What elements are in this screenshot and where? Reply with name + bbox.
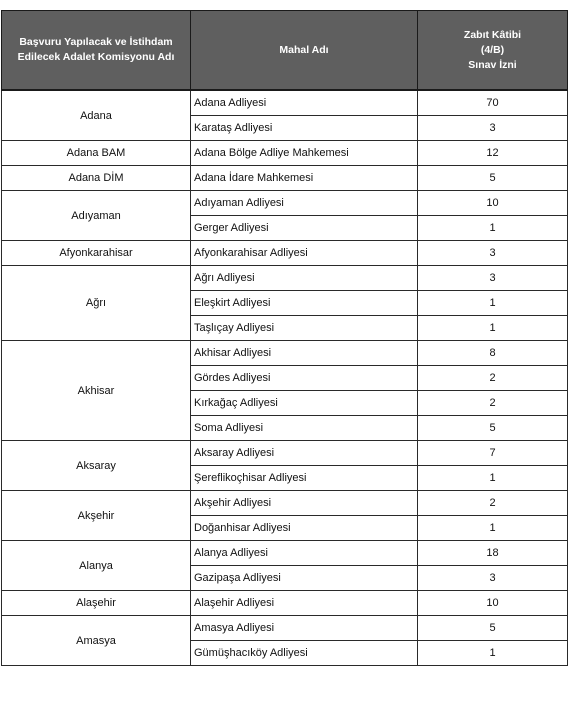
kontenjan-cell: 70	[418, 90, 568, 116]
table-row	[2, 591, 568, 616]
table-header	[2, 11, 568, 91]
table-row	[2, 90, 568, 116]
mahal-cell: Adana İdare Mahkemesi	[191, 166, 418, 191]
mahal-cell: Alanya Adliyesi	[191, 541, 418, 566]
mahal-cell: Aksaray Adliyesi	[191, 441, 418, 466]
header-kontenjan	[418, 11, 568, 91]
kontenjan-cell: 5	[418, 166, 568, 191]
komisyon-cell: Adana	[2, 90, 191, 141]
kontenjan-cell: 1	[418, 516, 568, 541]
mahal-cell: Ağrı Adliyesi	[191, 266, 418, 291]
mahal-cell: Soma Adliyesi	[191, 416, 418, 441]
kontenjan-cell: 3	[418, 566, 568, 591]
kontenjan-cell: 1	[418, 216, 568, 241]
kontenjan-cell: 2	[418, 391, 568, 416]
komisyon-cell: Adana DİM	[2, 166, 191, 191]
mahal-cell: Taşlıçay Adliyesi	[191, 316, 418, 341]
kontenjan-cell: 7	[418, 441, 568, 466]
mahal-cell: Afyonkarahisar Adliyesi	[191, 241, 418, 266]
komisyon-cell: Ağrı	[2, 266, 191, 341]
kontenjan-cell: 1	[418, 641, 568, 666]
komisyon-cell: Akhisar	[2, 341, 191, 441]
kontenjan-table	[1, 10, 568, 666]
mahal-cell: Gazipaşa Adliyesi	[191, 566, 418, 591]
mahal-cell: Akşehir Adliyesi	[191, 491, 418, 516]
table-row	[2, 141, 568, 166]
komisyon-cell: Afyonkarahisar	[2, 241, 191, 266]
kontenjan-cell: 3	[418, 241, 568, 266]
header-komisyon-line1: Başvuru Yapılacak ve İstihdam	[19, 36, 173, 48]
table-body	[2, 90, 568, 666]
kontenjan-cell: 1	[418, 291, 568, 316]
table-row	[2, 441, 568, 466]
table-row	[2, 266, 568, 291]
header-komisyon-line2: Edilecek Adalet Komisyonu Adı	[17, 51, 175, 63]
header-komisyon	[2, 11, 191, 91]
mahal-cell: Karataş Adliyesi	[191, 116, 418, 141]
table-row	[2, 616, 568, 641]
mahal-cell: Akhisar Adliyesi	[191, 341, 418, 366]
mahal-cell: Şereflikoçhisar Adliyesi	[191, 466, 418, 491]
mahal-cell: Kırkağaç Adliyesi	[191, 391, 418, 416]
mahal-cell: Gümüşhacıköy Adliyesi	[191, 641, 418, 666]
kontenjan-cell: 2	[418, 366, 568, 391]
kontenjan-cell: 5	[418, 416, 568, 441]
header-row	[2, 11, 568, 91]
kontenjan-cell: 2	[418, 491, 568, 516]
table-row	[2, 191, 568, 216]
table-row	[2, 166, 568, 191]
kontenjan-cell: 1	[418, 316, 568, 341]
komisyon-cell: Aksaray	[2, 441, 191, 491]
mahal-cell: Adana Adliyesi	[191, 90, 418, 116]
komisyon-cell: Adana BAM	[2, 141, 191, 166]
komisyon-cell: Amasya	[2, 616, 191, 666]
kontenjan-cell: 3	[418, 266, 568, 291]
kontenjan-cell: 3	[418, 116, 568, 141]
table-row	[2, 341, 568, 366]
mahal-cell: Adana Bölge Adliye Mahkemesi	[191, 141, 418, 166]
kontenjan-cell: 18	[418, 541, 568, 566]
header-kontenjan-line2: (4/B)	[480, 43, 505, 56]
table-row	[2, 491, 568, 516]
kontenjan-cell: 10	[418, 191, 568, 216]
komisyon-cell: Alanya	[2, 541, 191, 591]
kontenjan-cell: 1	[418, 466, 568, 491]
mahal-cell: Doğanhisar Adliyesi	[191, 516, 418, 541]
komisyon-cell: Adıyaman	[2, 191, 191, 241]
kontenjan-cell: 10	[418, 591, 568, 616]
header-mahal: Mahal Adı	[191, 11, 418, 91]
kontenjan-cell: 5	[418, 616, 568, 641]
table-row	[2, 541, 568, 566]
mahal-cell: Amasya Adliyesi	[191, 616, 418, 641]
mahal-cell: Adıyaman Adliyesi	[191, 191, 418, 216]
header-kontenjan-line1: Zabıt Kâtibi	[463, 28, 522, 41]
kontenjan-cell: 8	[418, 341, 568, 366]
kontenjan-cell: 12	[418, 141, 568, 166]
header-kontenjan-line3: Sınav İzni	[468, 58, 517, 71]
mahal-cell: Eleşkirt Adliyesi	[191, 291, 418, 316]
mahal-cell: Gerger Adliyesi	[191, 216, 418, 241]
komisyon-cell: Akşehir	[2, 491, 191, 541]
mahal-cell: Alaşehir Adliyesi	[191, 591, 418, 616]
komisyon-cell: Alaşehir	[2, 591, 191, 616]
table-row	[2, 241, 568, 266]
mahal-cell: Gördes Adliyesi	[191, 366, 418, 391]
